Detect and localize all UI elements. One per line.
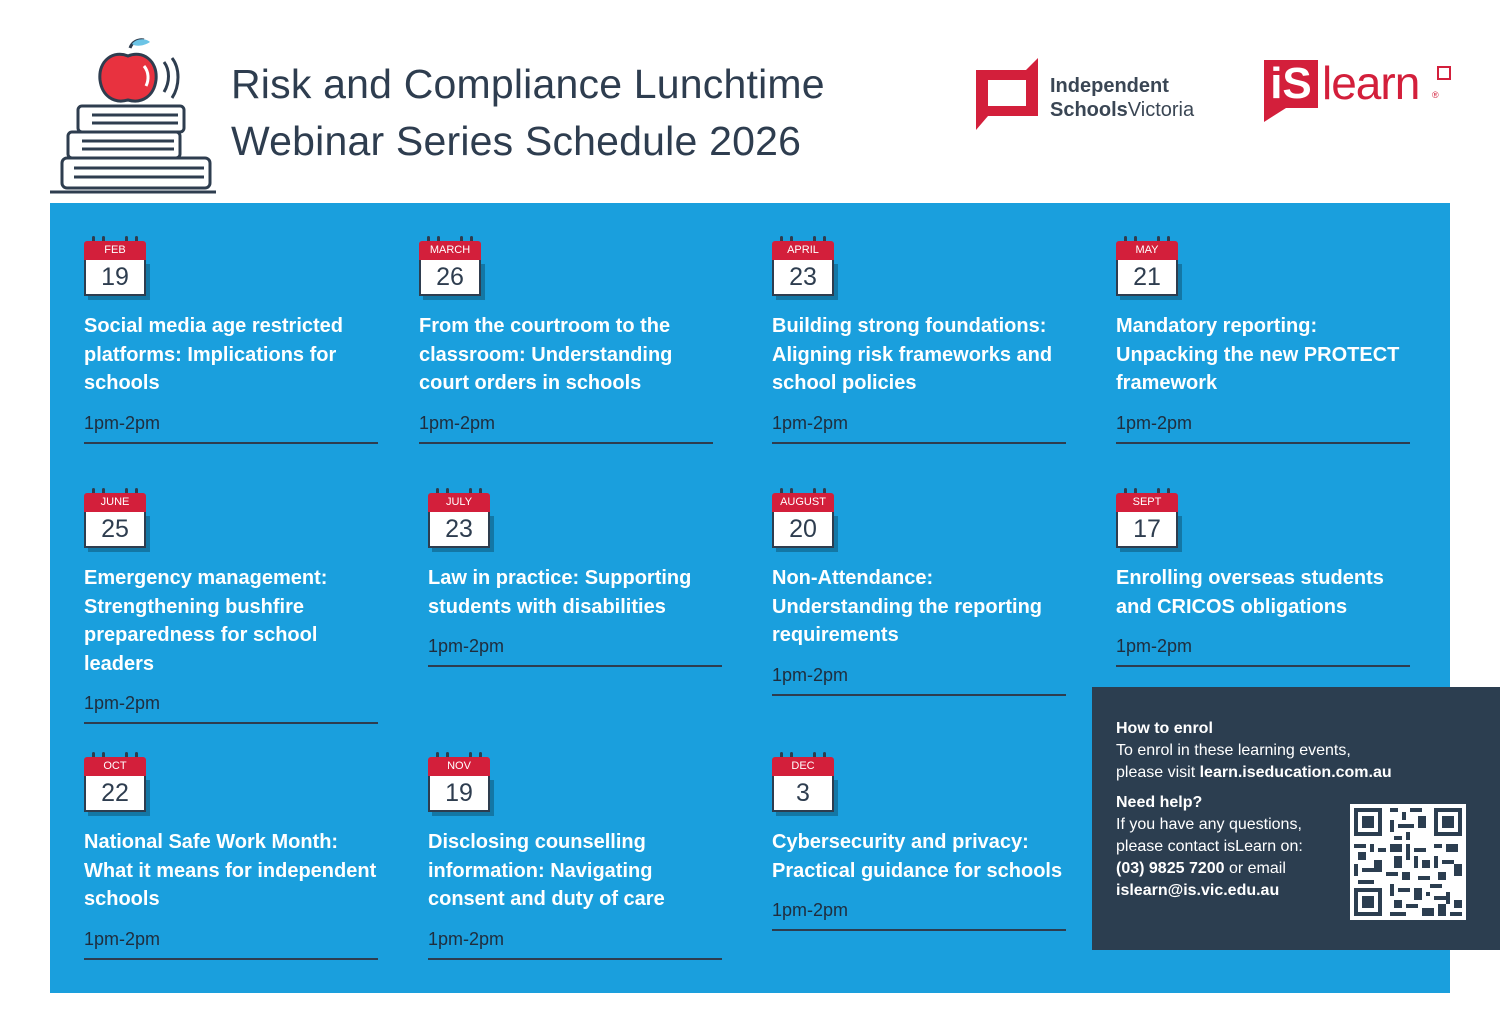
- session-card: [428, 755, 722, 960]
- title-line-2: Webinar Series Schedule 2026: [231, 118, 802, 164]
- isv-line-2b: Victoria: [1127, 99, 1195, 121]
- calendar-day: 22: [84, 776, 146, 812]
- calendar-day: 26: [419, 260, 481, 296]
- calendar-icon: [84, 755, 146, 815]
- session-card: [772, 491, 1066, 696]
- session-card: [1116, 239, 1410, 444]
- session-card: [428, 491, 722, 667]
- or-email-text: or email: [1224, 860, 1286, 877]
- calendar-month: APRIL: [772, 241, 834, 260]
- islearn-registered-mark: ®: [1432, 90, 1439, 100]
- session-title: National Safe Work Month: What it means for independent schools: [84, 831, 377, 910]
- calendar-month: OCT: [84, 757, 146, 776]
- calendar-month: NOV: [428, 757, 490, 776]
- session-card: [84, 755, 378, 960]
- calendar-icon: [84, 239, 146, 299]
- session-card: [772, 755, 1066, 931]
- session-title: Law in practice: Supporting students with disabilities: [428, 567, 692, 618]
- session-card: [84, 239, 378, 444]
- help-line-2: please contact isLearn on:: [1116, 838, 1303, 855]
- calendar-icon: [772, 239, 834, 299]
- help-line-1: If you have any questions,: [1116, 816, 1302, 833]
- islearn-logo: [1264, 57, 1454, 126]
- islearn-is: iS: [1264, 60, 1318, 108]
- calendar-icon: [419, 239, 481, 299]
- isv-logo-text: [1050, 74, 1194, 122]
- session-title: Social media age restricted platforms: Implications for schools: [84, 315, 344, 394]
- session-title: Enrolling overseas students and CRICOS obligations: [1116, 567, 1384, 618]
- islearn-square-icon: [1437, 66, 1451, 80]
- calendar-day: 20: [772, 512, 834, 548]
- session-card: [1116, 491, 1410, 667]
- title-line-1: Risk and Compliance Lunchtime: [231, 61, 825, 107]
- page-title: [231, 56, 825, 170]
- islearn-learn: learn: [1322, 57, 1420, 109]
- session-title: Building strong foundations: Aligning risk frameworks and school policies: [772, 315, 1053, 394]
- calendar-day: 21: [1116, 260, 1178, 296]
- session-time: 1pm-2pm: [772, 899, 1066, 931]
- session-title: Non-Attendance: Understanding the reporting requirements: [772, 567, 1042, 646]
- calendar-icon: [428, 755, 490, 815]
- session-time: 1pm-2pm: [84, 692, 378, 724]
- calendar-month: JULY: [428, 493, 490, 512]
- calendar-month: AUGUST: [772, 493, 834, 512]
- session-time: 1pm-2pm: [1116, 412, 1410, 444]
- session-time: 1pm-2pm: [84, 412, 378, 444]
- calendar-icon: [1116, 491, 1178, 551]
- calendar-month: FEB: [84, 241, 146, 260]
- calendar-icon: [772, 755, 834, 815]
- help-heading: Need help?: [1116, 794, 1203, 811]
- session-title: Emergency management: Strengthening bushfire preparedness for school leaders: [84, 567, 328, 675]
- session-time: 1pm-2pm: [428, 928, 722, 960]
- session-time: 1pm-2pm: [84, 928, 378, 960]
- session-time: 1pm-2pm: [1116, 635, 1410, 667]
- session-title: Mandatory reporting: Unpacking the new PROTECT framework: [1116, 315, 1400, 394]
- calendar-month: MARCH: [419, 241, 481, 260]
- calendar-day: 23: [772, 260, 834, 296]
- session-title: Cybersecurity and privacy: Practical guidance for schools: [772, 831, 1063, 882]
- calendar-day: 19: [84, 260, 146, 296]
- session-card: [772, 239, 1066, 444]
- session-time: 1pm-2pm: [772, 664, 1066, 696]
- calendar-month: JUNE: [84, 493, 146, 512]
- isv-line-2a: Schools: [1050, 99, 1128, 121]
- calendar-icon: [772, 491, 834, 551]
- enrol-info-box: [1092, 687, 1500, 950]
- enrol-visit-prefix: please visit: [1116, 764, 1200, 781]
- enrol-url-link[interactable]: learn.iseducation.com.au: [1199, 764, 1392, 781]
- islearn-tail-shape: [1264, 108, 1286, 122]
- calendar-month: SEPT: [1116, 493, 1178, 512]
- session-time: 1pm-2pm: [428, 635, 722, 667]
- independent-schools-victoria-logo-icon: [976, 56, 1040, 132]
- session-time: 1pm-2pm: [772, 412, 1066, 444]
- phone-link[interactable]: (03) 9825 7200: [1116, 860, 1225, 877]
- calendar-day: 19: [428, 776, 490, 812]
- qr-code-icon[interactable]: [1350, 804, 1466, 920]
- calendar-month: DEC: [772, 757, 834, 776]
- session-time: 1pm-2pm: [419, 412, 713, 444]
- calendar-icon: [428, 491, 490, 551]
- calendar-icon: [84, 491, 146, 551]
- books-apple-illustration: [48, 36, 218, 204]
- calendar-day: 17: [1116, 512, 1178, 548]
- calendar-day: 25: [84, 512, 146, 548]
- email-link[interactable]: islearn@is.vic.edu.au: [1116, 882, 1280, 899]
- session-card: [84, 491, 378, 724]
- calendar-day: 23: [428, 512, 490, 548]
- calendar-icon: [1116, 239, 1178, 299]
- session-title: From the courtroom to the classroom: Understanding court orders in schools: [419, 315, 673, 394]
- enrol-line: To enrol in these learning events,: [1116, 742, 1351, 759]
- session-card: [419, 239, 713, 444]
- isv-line-1: Independent: [1050, 75, 1169, 97]
- session-title: Disclosing counselling information: Navigating consent and duty of care: [428, 831, 665, 910]
- calendar-day: 3: [772, 776, 834, 812]
- enrol-heading: How to enrol: [1116, 720, 1213, 737]
- calendar-month: MAY: [1116, 241, 1178, 260]
